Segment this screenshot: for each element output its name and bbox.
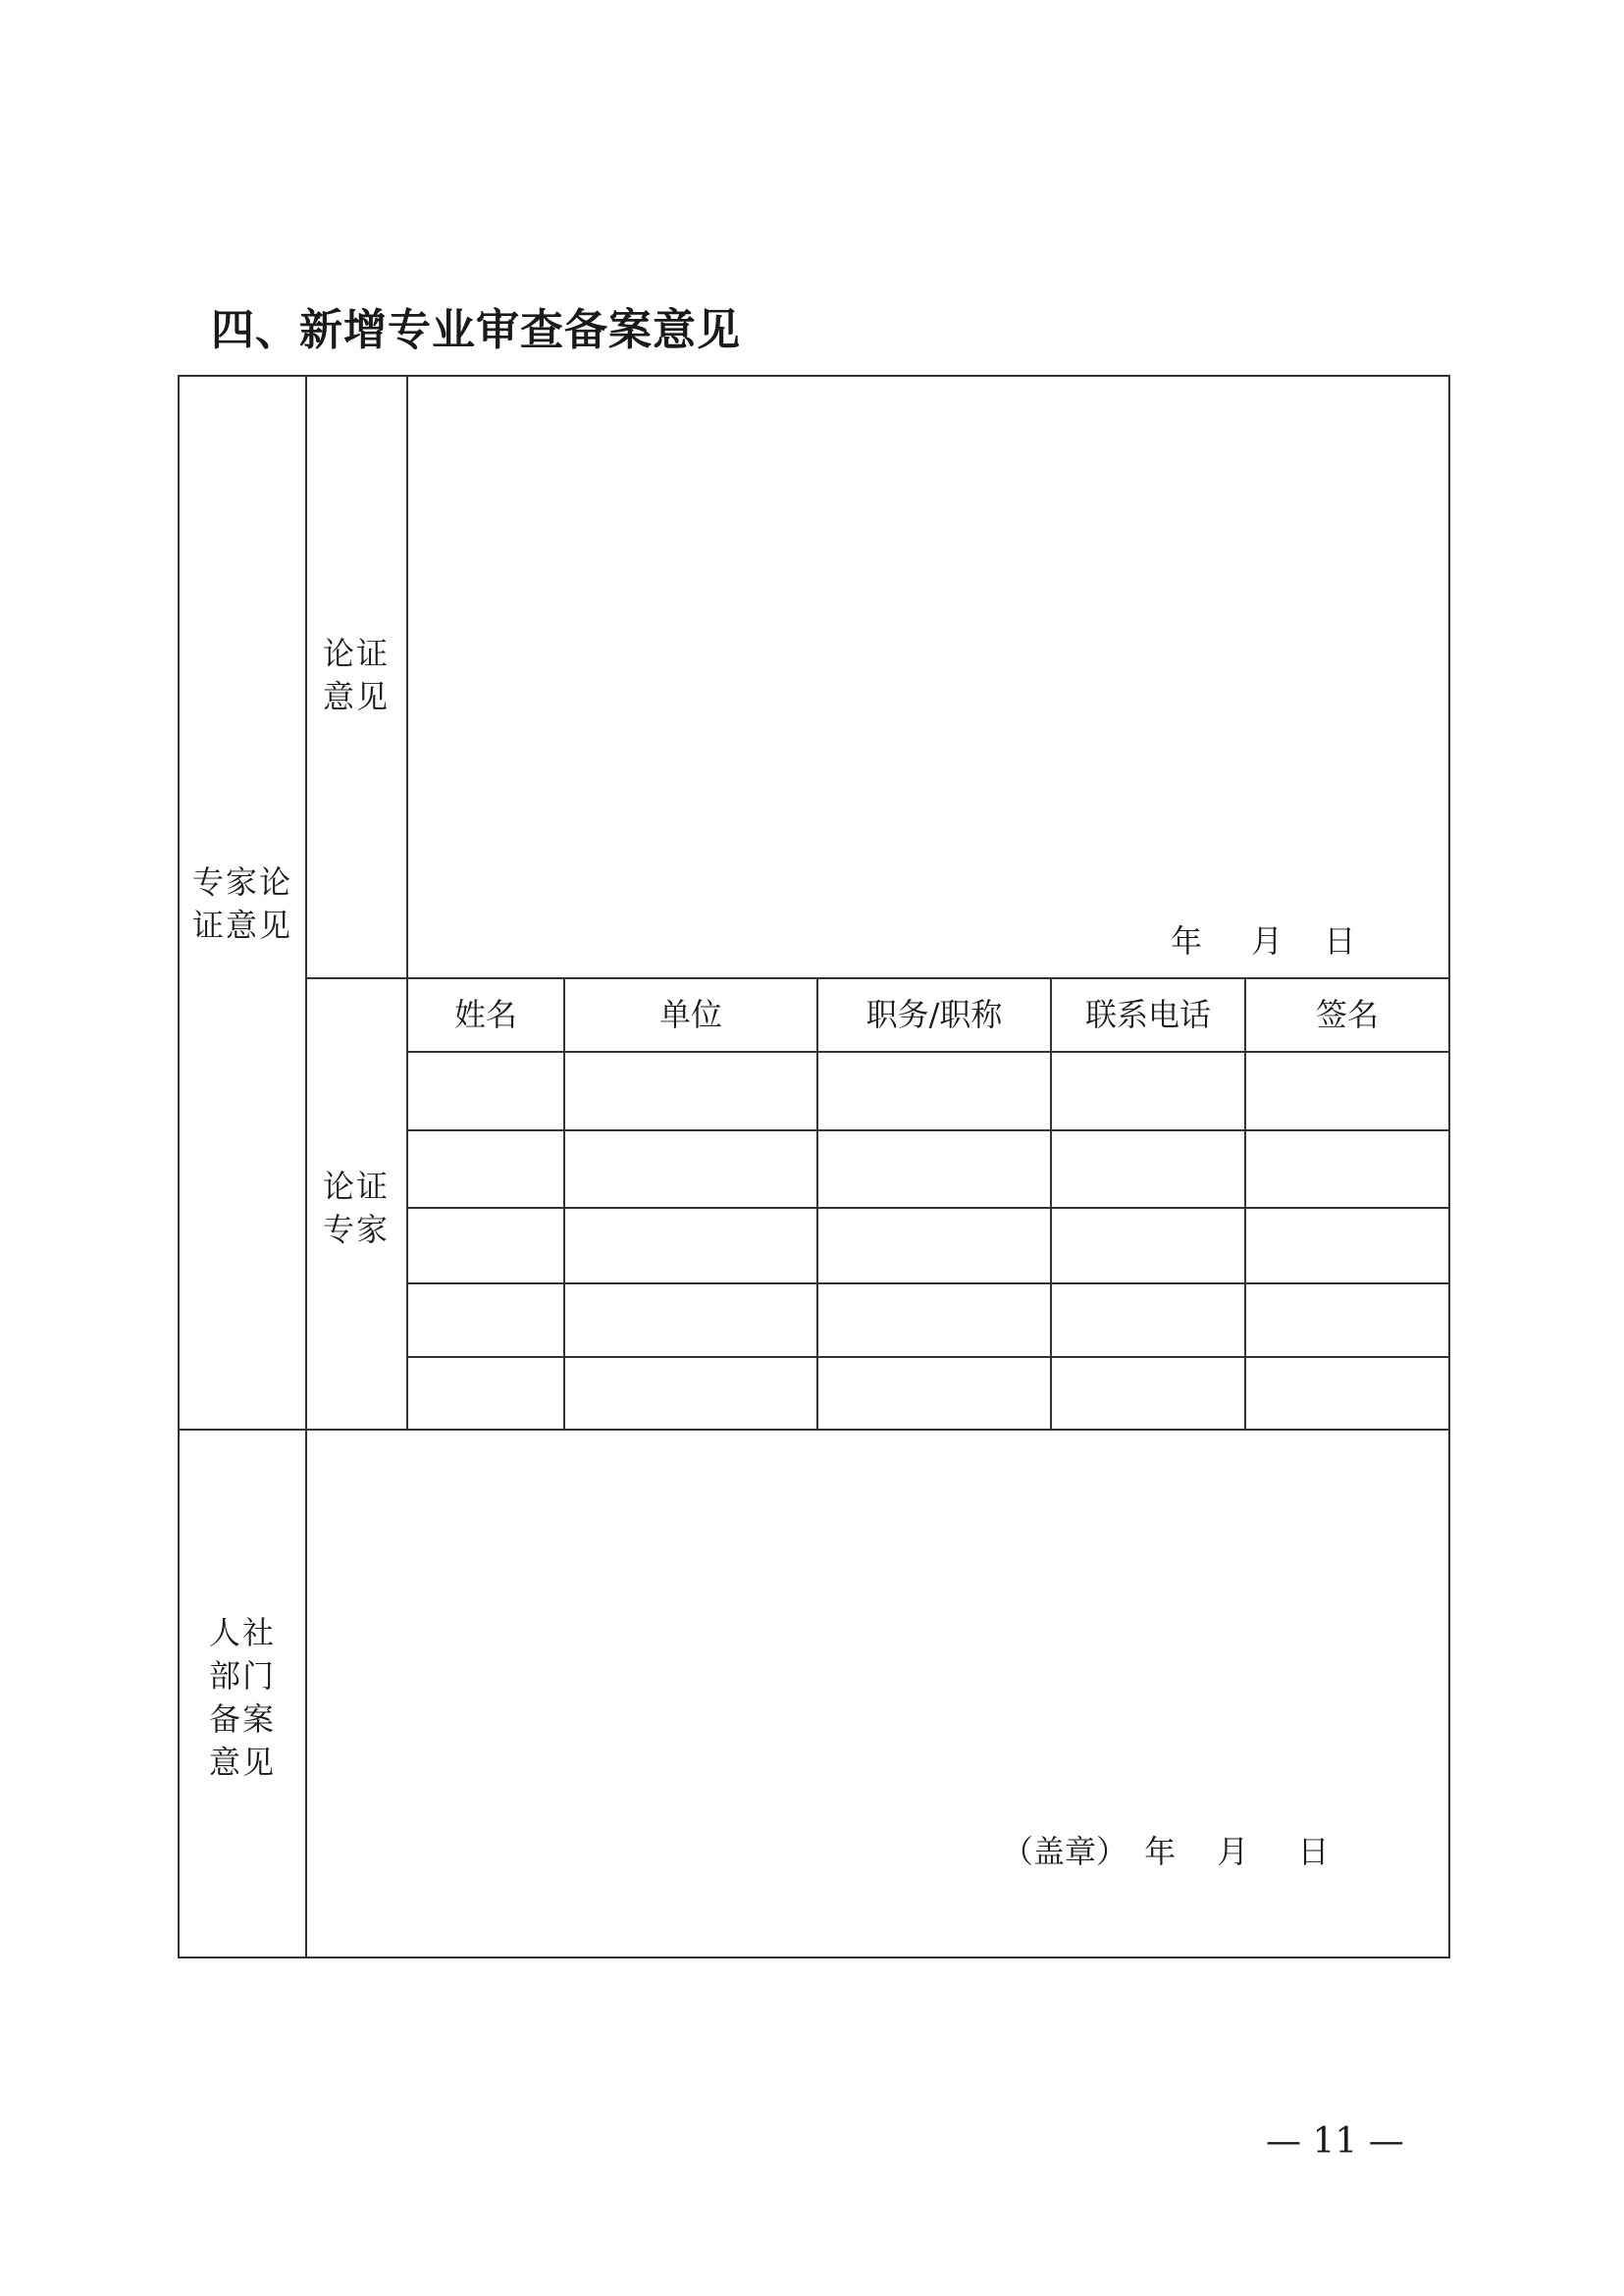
hr-opinion-content-area[interactable]	[308, 1432, 1447, 1956]
page-number: — 11 —	[1266, 2121, 1404, 2162]
opinion-date-month: 月	[1251, 922, 1283, 960]
opinion-date-year: 年	[1171, 922, 1203, 960]
hr-date-month: 月	[1217, 1833, 1249, 1870]
column-header-name: 姓名	[453, 996, 517, 1033]
hr-label-line4: 意见	[208, 1744, 276, 1781]
column-header-title: 职务/职称	[865, 996, 1003, 1033]
section-title: 四、新增专业审查备案意见	[211, 305, 741, 355]
expert-label-line2: 证意见	[191, 907, 292, 944]
column-header-signature: 签名	[1315, 996, 1379, 1033]
hr-date-day: 日	[1297, 1833, 1330, 1870]
opinion-label	[307, 632, 405, 718]
expert-opinion-section-label	[182, 861, 303, 947]
experts-label	[307, 1165, 405, 1251]
hr-label-line3: 备案	[208, 1700, 276, 1738]
opinion-date	[1171, 916, 1355, 962]
hr-label-line1: 人社	[208, 1614, 276, 1651]
column-header-unit: 单位	[658, 996, 722, 1033]
opinion-label-line2: 意见	[322, 678, 390, 715]
hr-seal-date	[1002, 1827, 1330, 1872]
hr-date-year: 年	[1144, 1833, 1177, 1870]
review-form-table	[178, 375, 1450, 1958]
seal-label: （盖章）	[1002, 1833, 1128, 1870]
hr-filing-opinion-label	[182, 1611, 303, 1784]
column-header-phone: 联系电话	[1084, 996, 1211, 1033]
opinion-label-line1: 论证	[322, 635, 390, 672]
opinion-date-day: 日	[1324, 922, 1356, 960]
expert-label-line1: 专家论	[191, 863, 292, 901]
hr-label-line2: 部门	[208, 1657, 276, 1695]
experts-label-line1: 论证	[322, 1168, 390, 1205]
opinion-content-area[interactable]	[409, 378, 1447, 976]
experts-label-line2: 专家	[322, 1211, 390, 1248]
